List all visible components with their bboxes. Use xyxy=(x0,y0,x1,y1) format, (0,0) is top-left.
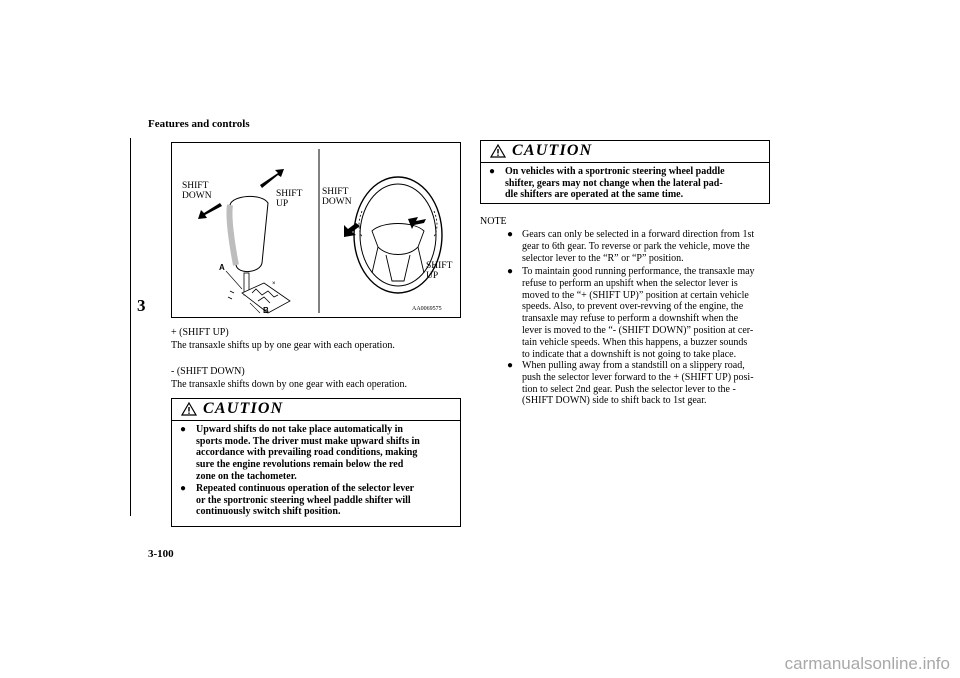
warning-triangle-icon xyxy=(490,144,506,158)
shift-up-description: The transaxle shifts up by one gear with each operation. xyxy=(171,340,395,351)
shift-diagram xyxy=(172,143,462,319)
caution-box-right xyxy=(480,140,770,204)
shift-down-description: The transaxle shifts down by one gear with each operation. xyxy=(171,379,408,390)
figure-code: AA0069575 xyxy=(412,306,442,312)
caution-left-item-2: Repeated continuous operation of the selector lever or the sportronic steering wheel paddle shifter will continuously switch shift position. xyxy=(196,483,415,518)
point-a-label: A xyxy=(219,263,225,272)
lever-shift-down-label: SHIFT DOWN xyxy=(182,181,212,201)
bullet-icon: ● xyxy=(507,229,514,240)
lever-shift-up-label: SHIFT UP xyxy=(276,189,303,209)
shift-down-label: - (SHIFT DOWN) xyxy=(171,366,245,377)
site-watermark: carmanualsonline.info xyxy=(784,654,950,673)
caution-left-item-1: Upward shifts do not take place automatically in sports mode. The driver must make upward shifts in accordance with prevailing road conditions, making sure the engine revolutions remain below the red zone on the tachometer. xyxy=(196,424,420,482)
shift-illustration xyxy=(171,142,461,318)
bullet-icon: ● xyxy=(507,266,514,277)
note-item-3: When pulling away from a standstill on a slippery road, push the selector lever forward to the + (SHIFT UP) posi- tion to select 2nd gear. Push the selector lever to the - (SHIFT DOWN) side to shift back to 1st gear. xyxy=(522,360,754,407)
caution-title: CAUTION xyxy=(203,400,284,417)
caution-box-left xyxy=(171,398,461,527)
caution-header xyxy=(172,399,460,421)
note-item-2: To maintain good running performance, the transaxle may refuse to perform an upshift when the selector lever is moved to the “+ (SHIFT UP)” position at certain vehicle speeds. Also, to prevent over-revving of the engine, the transaxle may refuse to perform a downshift when the lever is moved to the “- (SHIFT DOWN)” position at cer- tain vehicle speeds. When this happens, a buzzer sounds to indicate that a downshift is not going to take place. xyxy=(522,266,755,360)
point-b-label: B xyxy=(263,306,269,315)
caution-title: CAUTION xyxy=(512,142,593,159)
svg-text:×: × xyxy=(272,281,276,287)
chapter-divider xyxy=(130,138,131,516)
bullet-icon: ● xyxy=(180,424,187,435)
caution-right-item-1: On vehicles with a sportronic steering wheel paddle shifter, gears may not change when the lateral pad- dle shifters are operated at the same time. xyxy=(505,166,725,201)
wheel-shift-up-label: SHIFT UP xyxy=(426,261,453,281)
shift-up-label: + (SHIFT UP) xyxy=(171,327,229,338)
note-item-1: Gears can only be selected in a forward direction from 1st gear to 6th gear. To reverse or park the vehicle, move the selector lever to the “R” or “P” position. xyxy=(522,229,755,264)
bullet-icon: ● xyxy=(489,166,496,177)
warning-triangle-icon xyxy=(181,402,197,416)
bullet-icon: ● xyxy=(180,483,187,494)
note-title: NOTE xyxy=(480,216,507,227)
section-title: Features and controls xyxy=(148,118,250,130)
page-number: 3-100 xyxy=(148,548,174,560)
caution-header xyxy=(481,141,769,163)
wheel-shift-down-label: SHIFT DOWN xyxy=(322,187,352,207)
bullet-icon: ● xyxy=(507,360,514,371)
chapter-number: 3 xyxy=(137,296,146,315)
